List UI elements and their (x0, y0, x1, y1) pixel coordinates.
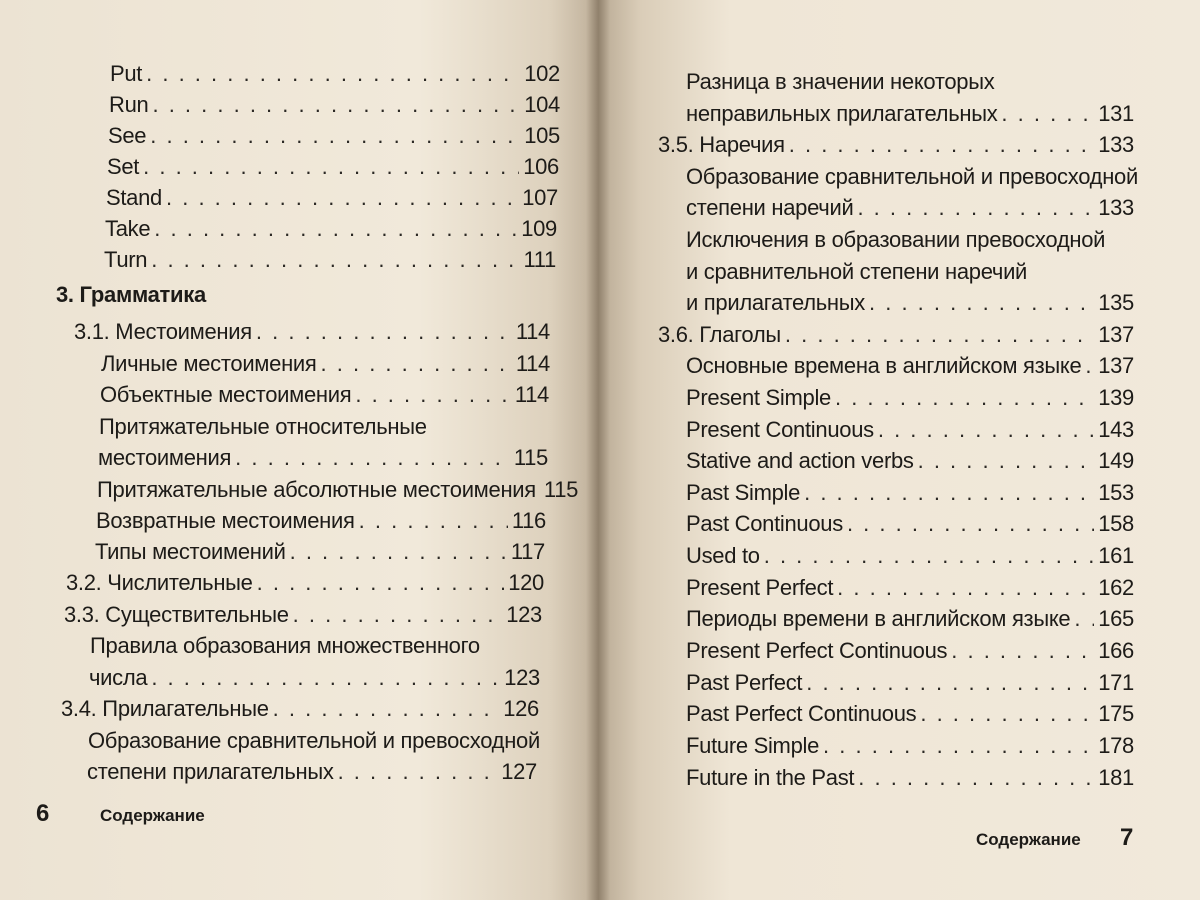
toc-entry: Run . . . 104 (109, 91, 560, 119)
page-number: 7 (1120, 824, 1134, 851)
toc-entry: Возвратные местоимения . . . 116 (96, 507, 546, 535)
right-page (598, 0, 1200, 900)
toc-entry: степени наречий . . . 133 (686, 194, 1134, 222)
toc-entry: Put . . . 102 (110, 60, 560, 88)
toc-entry: Past Continuous . . . 158 (686, 510, 1134, 538)
toc-entry: 3.4. Прилагательные . . . 126 (61, 695, 539, 723)
toc-entry: числа . . . 123 (89, 664, 540, 692)
toc-entry: 3.3. Существительные . . . 123 (64, 601, 542, 629)
toc-entry: Present Continuous . . . 143 (686, 416, 1134, 444)
toc-entry: Образование сравнительной и превосходной (686, 164, 1138, 189)
toc-entry: Past Perfect Continuous . . . 175 (686, 700, 1134, 728)
toc-entry: See . . . 105 (108, 122, 560, 150)
toc-entry: Present Perfect . . . 162 (686, 574, 1134, 602)
toc-entry: Stative and action verbs . . . 149 (686, 447, 1134, 475)
toc-entry: Периоды времени в английском языке . . . 165 (686, 605, 1134, 633)
toc-entry: Основные времена в английском языке . . . 137 (686, 352, 1134, 380)
toc-entry: Future Simple . . . 178 (686, 732, 1134, 760)
left-toc (0, 0, 598, 900)
toc-entry: Used to . . . 161 (686, 542, 1134, 570)
toc-entry: 3.5. Наречия . . . 133 (658, 131, 1134, 159)
toc-entry: Объектные местоимения . . . 114 (100, 381, 549, 409)
page-number: 6 (36, 800, 50, 827)
toc-entry: Притяжательные абсолютные местоимения 115 (97, 477, 579, 502)
toc-entry: неправильных прилагательных . . . 131 (686, 100, 1134, 128)
toc-entry: Present Perfect Continuous . . . 166 (686, 637, 1134, 665)
left-page (0, 0, 598, 900)
toc-entry: Типы местоимений . . . 117 (95, 538, 545, 566)
toc-entry: степени прилагательных . . . 127 (87, 758, 537, 786)
toc-entry: Правила образования множественного (90, 633, 480, 658)
right-toc (598, 0, 1200, 900)
toc-entry: Образование сравнительной и превосходной (88, 728, 540, 753)
toc-entry: и сравнительной степени наречий (686, 259, 1028, 284)
toc-entry: Притяжательные относительные (99, 414, 427, 439)
toc-entry: Turn . . . 111 (104, 246, 556, 274)
toc-entry: Take . . . 109 (105, 215, 557, 243)
toc-entry: Past Simple . . . 153 (686, 479, 1134, 507)
running-title: Содержание (976, 830, 1081, 849)
toc-entry: местоимения . . . 115 (98, 444, 548, 472)
toc-entry: Разница в значении некоторых (686, 69, 995, 94)
book-gutter (586, 0, 610, 900)
toc-entry: 3.1. Местоимения . . . 114 (74, 318, 550, 346)
section-heading: 3. Грамматика (56, 282, 206, 307)
toc-entry: Past Perfect . . . 171 (686, 669, 1134, 697)
toc-entry: Личные местоимения . . . 114 (101, 350, 550, 378)
toc-entry: и прилагательных . . . 135 (686, 289, 1134, 317)
toc-entry: Исключения в образовании превосходной (686, 227, 1106, 252)
toc-entry: Stand . . . 107 (106, 184, 558, 212)
toc-entry: Future in the Past . . . 181 (686, 764, 1134, 792)
toc-entry: Set . . . 106 (107, 153, 559, 181)
toc-entry: 3.2. Числительные . . . 120 (66, 569, 544, 597)
toc-entry: Present Simple . . . 139 (686, 384, 1134, 412)
running-title: Содержание (100, 806, 205, 825)
toc-entry: 3.6. Глаголы . . . 137 (658, 321, 1134, 349)
